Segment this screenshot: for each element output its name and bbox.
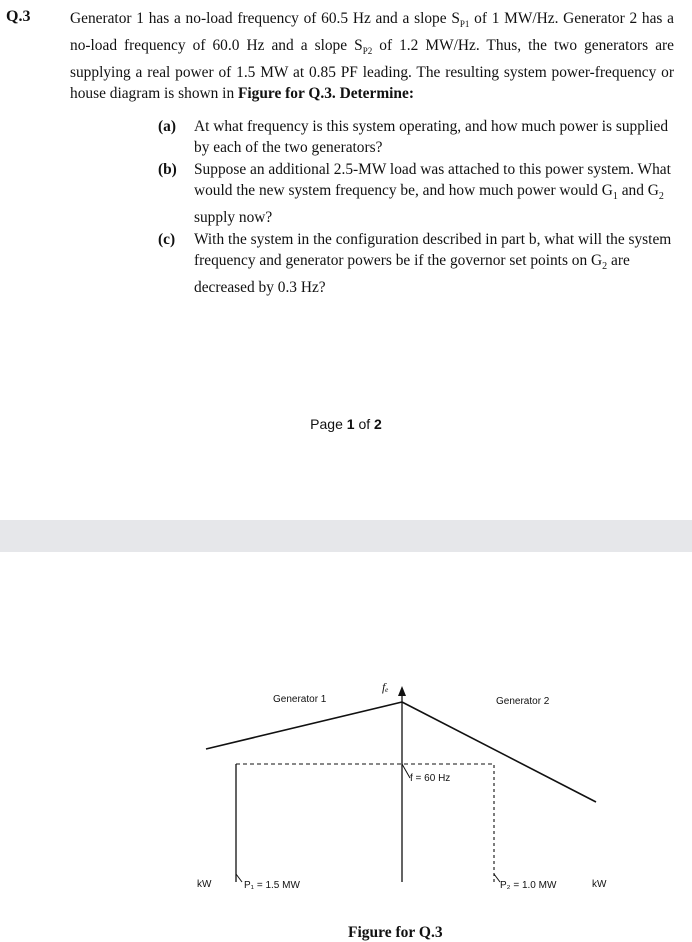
part-c	[158, 229, 674, 298]
slope-subscript-2: P2	[362, 46, 373, 57]
question-text-part: of 1 MW/Hz. Generator 2 has a no-load frequency of 60.0 Hz and a slope S	[70, 10, 674, 55]
p1-label: P₁ = 1.5 MW	[244, 880, 300, 891]
p1-tick	[236, 874, 242, 882]
generator-2-curve	[402, 702, 596, 802]
house-diagram	[0, 552, 692, 942]
part-text: are decreased by 0.3 Hz?	[194, 252, 630, 297]
part-text: Suppose an additional 2.5-MW load was attached to this power system. What would the new system frequency be, and how much power would G	[194, 161, 671, 199]
question-parts	[158, 116, 674, 299]
page-separator	[0, 520, 692, 552]
kw-right-label: kW	[592, 879, 607, 890]
frequency-axis-arrow	[398, 686, 406, 696]
part-subscript: 2	[658, 191, 664, 203]
generator-1-label: Generator 1	[273, 694, 327, 705]
total-pages: 2	[374, 416, 382, 432]
part-label: (a)	[158, 118, 176, 135]
question-text-part: Generator 1 has a no-load frequency of 60.5 Hz and a slope S	[70, 10, 460, 27]
part-text: supply now?	[194, 209, 273, 227]
document-page-2	[0, 552, 692, 942]
generator-1-curve	[206, 702, 402, 749]
fe-label: fₑ	[382, 680, 389, 694]
part-subscript: 1	[612, 191, 618, 203]
page-prefix: Page	[310, 416, 347, 432]
frequency-label: f = 60 Hz	[410, 773, 451, 784]
figure-caption: Figure for Q.3	[348, 924, 443, 941]
slope-subscript-1: P1	[459, 19, 470, 30]
part-a	[158, 116, 674, 158]
page-of: of	[354, 416, 375, 432]
part-text: At what frequency is this system operating, and how much power is supplied by each of the two generators?	[194, 118, 669, 156]
part-label: (c)	[158, 231, 176, 249]
current-page: 1	[346, 416, 355, 432]
question-text-part: of 1.2 MW/Hz. Thus, the two generators are supplying a real power of 1.5 MW at 0.85 PF leading. The resulting system power-frequency or house diagram is shown in	[70, 37, 674, 103]
part-subscript: 2	[602, 261, 608, 273]
figure-reference: Figure for Q.3. Determine:	[238, 85, 414, 103]
p2-label: P₂ = 1.0 MW	[500, 880, 557, 891]
kw-left-label: kW	[197, 879, 212, 890]
question-text	[70, 8, 674, 104]
generator-2-label: Generator 2	[496, 696, 550, 707]
f-tick	[402, 764, 410, 778]
part-text: With the system in the configuration described in part b, what will the system frequency and generator powers be if the governor set points on G	[194, 231, 672, 270]
question-number: Q.3	[6, 8, 31, 25]
part-b	[158, 159, 674, 228]
page-indicator	[0, 416, 692, 432]
part-text: and G	[617, 182, 659, 199]
part-label: (b)	[158, 161, 177, 178]
